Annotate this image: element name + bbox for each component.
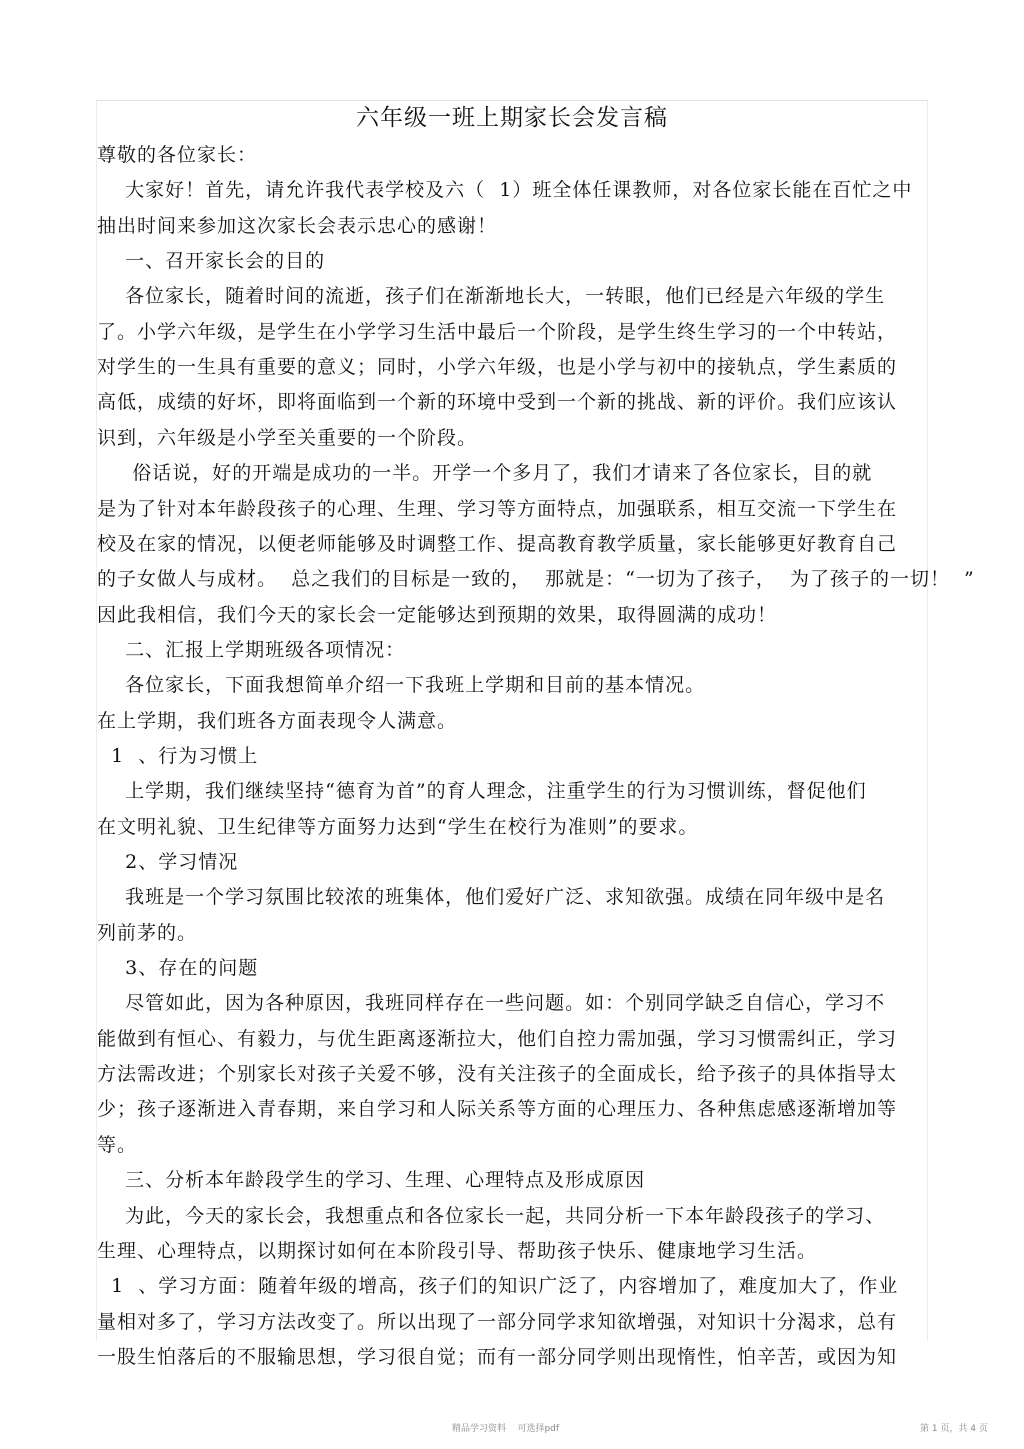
- paragraph-line: 是为了针对本年龄段孩子的心理、生理、学习等方面特点，加强联系，相互交流一下学生在: [97, 498, 898, 520]
- paragraph-line: 各位家长，随着时间的流逝，孩子们在渐渐地长大，一转眼，他们已经是六年级的学生: [97, 285, 886, 307]
- paragraph-line: 量相对多了，学习方法改变了。所以出现了一部分同学求知欲增强，对知识十分渴求，总有: [97, 1311, 898, 1333]
- footer-watermark: 精品学习资料 可选择pdf: [452, 1424, 560, 1434]
- paragraph-line: 我班是一个学习氛围比较浓的班集体，他们爱好广泛、求知欲强。成绩在同年级中是名: [97, 886, 886, 908]
- paragraph-line: 了。小学六年级，是学生在小学学习生活中最后一个阶段，是学生终生学习的一个中转站，: [97, 321, 898, 343]
- paragraph-line: 等。: [97, 1134, 138, 1156]
- paragraph-line: 一股生怕落后的不服输思想，学习很自觉；而有一部分同学则出现惰性，怕辛苦，或因为知: [97, 1346, 898, 1368]
- paragraph-line: 上学期，我们继续坚持“德育为首”的育人理念，注重学生的行为习惯训练，督促他们: [97, 780, 867, 802]
- paragraph-line: 尊敬的各位家长：: [97, 144, 258, 166]
- paragraph-line: 大家好！首先，请允许我代表学校及六（ 1）班全体任课教师，对各位家长能在百忙之中: [97, 179, 913, 201]
- paragraph-line: 的子女做人与成材。 总之我们的目标是一致的， 那就是：“一切为了孩子， 为了孩子的一切！ ”: [97, 568, 975, 590]
- footer-page-number: 第 1 页，共 4 页: [920, 1424, 988, 1434]
- paragraph-line: 对学生的一生具有重要的意义；同时，小学六年级，也是小学与初中的接轨点，学生素质的: [97, 356, 898, 378]
- paragraph-line: 高低，成绩的好坏，即将面临到一个新的环境中受到一个新的挑战、新的评价。我们应该认: [97, 391, 898, 413]
- paragraph-line: 各位家长，下面我想简单介绍一下我班上学期和目前的基本情况。: [97, 674, 706, 696]
- paragraph-line: 二、汇报上学期班级各项情况：: [97, 639, 406, 661]
- document-title: 六年级一班上期家长会发言稿: [356, 105, 668, 131]
- paragraph-line: 尽管如此，因为各种原因，我班同样存在一些问题。如：个别同学缺乏自信心，学习不: [97, 992, 886, 1014]
- paragraph-line: 在上学期，我们班各方面表现令人满意。: [97, 710, 458, 732]
- paragraph-line: 在文明礼貌、卫生纪律等方面努力达到“学生在校行为准则”的要求。: [97, 816, 699, 838]
- paragraph-line: 校及在家的情况，以便老师能够及时调整工作、提高教育教学质量，家长能够更好教育自己: [97, 533, 898, 555]
- paragraph-line: 方法需改进；个别家长对孩子关爱不够，没有关注孩子的全面成长，给予孩子的具体指导太: [97, 1063, 898, 1085]
- paragraph-line: 一、召开家长会的目的: [97, 250, 326, 272]
- paragraph-line: 3、存在的问题: [97, 957, 259, 979]
- paragraph-line: 2、学习情况: [97, 851, 239, 873]
- paragraph-line: 三、分析本年龄段学生的学习、生理、心理特点及形成原因: [97, 1169, 646, 1191]
- paragraph-line: 1 、学习方面：随着年级的增高，孩子们的知识广泛了，内容增加了，难度加大了，作业: [97, 1275, 899, 1297]
- paragraph-line: 能做到有恒心、有毅力，与优生距离逐渐拉大，他们自控力需加强，学习习惯需纠正，学习: [97, 1028, 898, 1050]
- paragraph-line: 少；孩子逐渐进入青春期，来自学习和人际关系等方面的心理压力、各种焦虑感逐渐增加等: [97, 1098, 898, 1120]
- paragraph-line: 生理、心理特点，以期探讨如何在本阶段引导、帮助孩子快乐、健康地学习生活。: [97, 1240, 818, 1262]
- paragraph-line: 俗话说，好的开端是成功的一半。开学一个多月了，我们才请来了各位家长，目的就: [97, 462, 873, 484]
- paragraph-line: 因此我相信，我们今天的家长会一定能够达到预期的效果，取得圆满的成功！: [97, 604, 778, 626]
- paragraph-line: 1 、行为习惯上: [97, 745, 259, 767]
- paragraph-line: 列前茅的。: [97, 922, 198, 944]
- paragraph-line: 为此，今天的家长会，我想重点和各位家长一起，共同分析一下本年龄段孩子的学习、: [97, 1205, 886, 1227]
- paragraph-line: 抽出时间来参加这次家长会表示忠心的感谢！: [97, 215, 498, 237]
- paragraph-line: 识到，六年级是小学至关重要的一个阶段。: [97, 427, 478, 449]
